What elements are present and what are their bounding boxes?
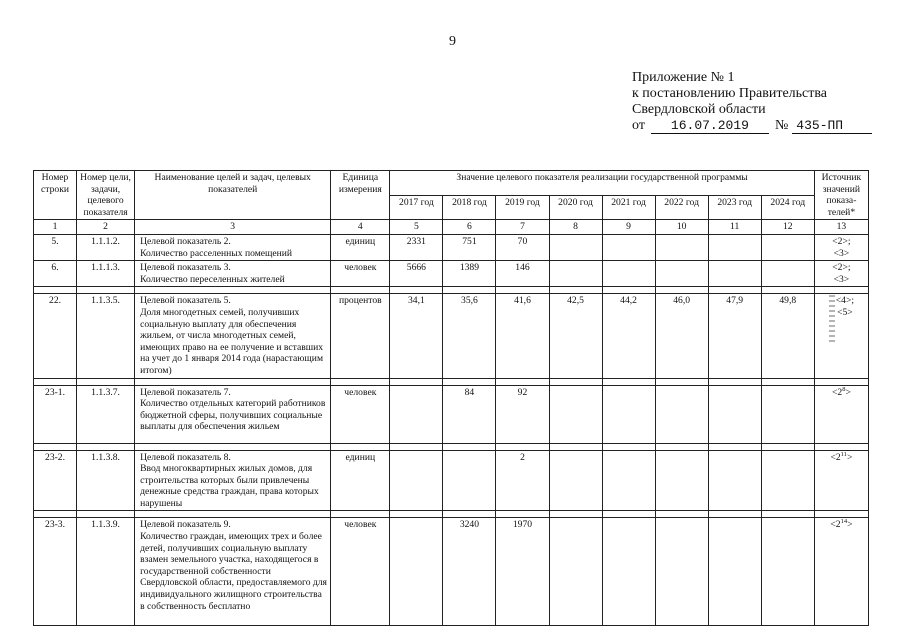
goal-number-cell: 1.1.3.7. <box>77 385 135 443</box>
value-cell <box>443 450 496 511</box>
separator-cell <box>77 443 135 450</box>
resolution-date: 16.07.2019 <box>651 119 769 134</box>
unit-cell: единиц <box>331 450 390 511</box>
source-refs <box>832 236 850 259</box>
appendix-date-line <box>632 118 872 134</box>
stamp-mark <box>829 295 835 343</box>
source-footnote: 11 <box>840 450 847 458</box>
separator-cell <box>34 378 77 385</box>
value-cell <box>655 385 708 443</box>
separator-cell <box>655 511 708 518</box>
separator-cell <box>602 511 655 518</box>
separator-cell <box>135 378 331 385</box>
column-number: 1 <box>34 220 77 235</box>
table-row <box>34 450 869 511</box>
indicator-description: Количество граждан, имеющих трех и более детей, получивших социальную выплату взамен земельного участка, находящегося в государственной собственности Свердловской области, предоставляемого для индивидуального жилищного строительства в собственность бесплатно <box>140 531 327 612</box>
source-cell <box>814 234 868 260</box>
row-number-cell: 23-3. <box>34 518 77 626</box>
value-cell <box>390 450 443 511</box>
source-cell <box>814 294 868 378</box>
value-cell: 3240 <box>443 518 496 626</box>
separator-cell <box>761 287 814 294</box>
separator-cell <box>77 378 135 385</box>
appendix-header <box>632 70 872 134</box>
separator-cell <box>331 511 390 518</box>
indicator-title: Целевой показатель 5. <box>140 295 231 307</box>
separator-cell <box>496 378 549 385</box>
row-number-cell: 6. <box>34 261 77 287</box>
indicator-title: Целевой показатель 8. <box>140 451 231 463</box>
value-cell: 44,2 <box>602 294 655 378</box>
separator-cell <box>655 287 708 294</box>
separator-cell <box>602 443 655 450</box>
header-source: Источник значений показа-телей* <box>814 171 868 220</box>
value-cell: 35,6 <box>443 294 496 378</box>
header-year: 2021 год <box>602 195 655 220</box>
row-separator <box>34 443 869 450</box>
goal-number-cell: 1.1.3.9. <box>77 518 135 626</box>
header-year: 2017 год <box>390 195 443 220</box>
goal-number-cell: 1.1.3.5. <box>77 294 135 378</box>
source-ref: <4>; <box>835 295 855 307</box>
separator-cell <box>549 378 602 385</box>
indicators-table <box>33 170 869 626</box>
separator-cell <box>390 287 443 294</box>
header-row-num: Номер строки <box>34 171 77 220</box>
separator-cell <box>390 511 443 518</box>
separator-cell <box>135 287 331 294</box>
source-footnote: 14 <box>840 518 848 526</box>
value-cell <box>602 385 655 443</box>
separator-cell <box>602 378 655 385</box>
column-number: 6 <box>443 220 496 235</box>
header-year: 2019 год <box>496 195 549 220</box>
value-cell <box>602 450 655 511</box>
source-cell <box>814 450 868 511</box>
separator-cell <box>708 511 761 518</box>
separator-cell <box>443 511 496 518</box>
row-separator <box>34 511 869 518</box>
column-number-row <box>34 220 869 235</box>
resolution-number: 435-ПП <box>792 119 872 134</box>
indicator-description: Ввод многоквартирных жилых домов, для строительства которых были привлечены денежные средства граждан, права которых нарушены <box>140 463 319 509</box>
value-cell <box>549 518 602 626</box>
value-cell: 84 <box>443 385 496 443</box>
row-number-cell: 22. <box>34 294 77 378</box>
source-ref: <3> <box>833 247 850 259</box>
value-cell: 5666 <box>390 261 443 287</box>
column-number: 5 <box>390 220 443 235</box>
value-cell <box>655 450 708 511</box>
goal-number-cell: 1.1.1.2. <box>77 234 135 260</box>
indicator-title: Целевой показатель 7. <box>140 386 231 398</box>
value-cell: 41,6 <box>496 294 549 378</box>
source-ref: <2 <box>831 386 843 398</box>
value-cell: 47,9 <box>708 294 761 378</box>
unit-cell: человек <box>331 261 390 287</box>
value-cell <box>602 518 655 626</box>
source-ref: <5> <box>837 306 853 318</box>
separator-cell <box>443 443 496 450</box>
column-number: 10 <box>655 220 708 235</box>
indicator-title: Целевой показатель 2. <box>140 235 231 247</box>
value-cell <box>655 261 708 287</box>
separator-cell <box>34 287 77 294</box>
value-cell <box>761 450 814 511</box>
separator-cell <box>496 287 549 294</box>
indicator-name-cell <box>135 518 331 626</box>
source-ref-end: > <box>847 519 853 531</box>
value-cell <box>708 261 761 287</box>
separator-cell <box>708 443 761 450</box>
source-ref: <2>; <box>832 262 851 274</box>
source-ref-end: > <box>845 386 851 398</box>
source-refs <box>836 295 854 318</box>
source-footnote: 8 <box>842 385 846 393</box>
value-cell <box>761 385 814 443</box>
column-number: 11 <box>708 220 761 235</box>
unit-cell: единиц <box>331 234 390 260</box>
separator-cell <box>390 443 443 450</box>
header-unit: Единица измерения <box>331 171 390 220</box>
value-cell: 1389 <box>443 261 496 287</box>
value-cell: 34,1 <box>390 294 443 378</box>
unit-cell: человек <box>331 385 390 443</box>
separator-cell <box>77 511 135 518</box>
value-cell: 46,0 <box>655 294 708 378</box>
value-cell <box>602 234 655 260</box>
header-values-group: Значение целевого показателя реализации государственной программы <box>390 171 814 196</box>
row-separator <box>34 287 869 294</box>
header-row-top <box>34 171 869 196</box>
separator-cell <box>331 378 390 385</box>
separator-cell <box>77 287 135 294</box>
indicator-description: Количество расселенных помещений <box>140 247 293 259</box>
separator-cell <box>331 443 390 450</box>
goal-number-cell: 1.1.3.8. <box>77 450 135 511</box>
header-year: 2024 год <box>761 195 814 220</box>
header-year: 2020 год <box>549 195 602 220</box>
header-name: Наименование целей и задач, целевых показателей <box>135 171 331 220</box>
separator-cell <box>135 511 331 518</box>
value-cell: 92 <box>496 385 549 443</box>
header-goal-num: Номер цели, задачи, целевого показателя <box>77 171 135 220</box>
value-cell <box>655 234 708 260</box>
table-row <box>34 294 869 378</box>
value-cell: 146 <box>496 261 549 287</box>
table-row <box>34 234 869 260</box>
separator-cell <box>708 378 761 385</box>
separator-cell <box>496 443 549 450</box>
source-ref: <3> <box>833 273 850 285</box>
row-number-cell: 23-2. <box>34 450 77 511</box>
indicator-name-cell <box>135 261 331 287</box>
separator-cell <box>708 287 761 294</box>
indicator-name-cell <box>135 385 331 443</box>
indicator-description: Количество переселенных жителей <box>140 273 285 285</box>
value-cell <box>390 385 443 443</box>
separator-cell <box>655 443 708 450</box>
separator-cell <box>549 443 602 450</box>
value-cell: 1970 <box>496 518 549 626</box>
unit-cell: человек <box>331 518 390 626</box>
column-number: 12 <box>761 220 814 235</box>
separator-cell <box>549 511 602 518</box>
goal-number-cell: 1.1.1.3. <box>77 261 135 287</box>
value-cell <box>761 261 814 287</box>
row-number-cell: 5. <box>34 234 77 260</box>
column-number: 9 <box>602 220 655 235</box>
value-cell <box>708 234 761 260</box>
header-year: 2023 год <box>708 195 761 220</box>
table-row <box>34 385 869 443</box>
value-cell <box>655 518 708 626</box>
source-refs <box>832 262 850 285</box>
value-cell <box>549 234 602 260</box>
table-row <box>34 518 869 626</box>
column-number: 7 <box>496 220 549 235</box>
source-cell <box>814 261 868 287</box>
value-cell: 2 <box>496 450 549 511</box>
column-number: 13 <box>814 220 868 235</box>
value-cell <box>549 261 602 287</box>
separator-cell <box>761 511 814 518</box>
value-cell: 42,5 <box>549 294 602 378</box>
separator-cell <box>602 287 655 294</box>
header-year: 2022 год <box>655 195 708 220</box>
unit-cell: процентов <box>331 294 390 378</box>
value-cell: 70 <box>496 234 549 260</box>
value-cell: 49,8 <box>761 294 814 378</box>
indicator-description: Количество отдельных категорий работников бюджетной сферы, получивших социальные выплаты для обеспечения жильем <box>140 398 326 433</box>
separator-cell <box>443 378 496 385</box>
appendix-region: Свердловской области <box>632 102 766 117</box>
table-row <box>34 261 869 287</box>
source-ref: <2>; <box>832 235 851 247</box>
separator-cell <box>814 378 868 385</box>
value-cell <box>390 518 443 626</box>
separator-cell <box>443 287 496 294</box>
value-cell <box>761 234 814 260</box>
column-number: 4 <box>331 220 390 235</box>
value-cell <box>708 450 761 511</box>
indicator-name-cell <box>135 234 331 260</box>
appendix-title: Приложение № 1 <box>632 70 735 85</box>
value-cell: 2331 <box>390 234 443 260</box>
column-number: 8 <box>549 220 602 235</box>
row-number-cell: 23-1. <box>34 385 77 443</box>
separator-cell <box>814 511 868 518</box>
number-label: № <box>774 118 789 133</box>
separator-cell <box>34 443 77 450</box>
page-number: 9 <box>449 34 456 49</box>
separator-cell <box>34 511 77 518</box>
indicator-name-cell <box>135 294 331 378</box>
separator-cell <box>761 378 814 385</box>
separator-cell <box>390 378 443 385</box>
separator-cell <box>331 287 390 294</box>
indicator-title: Целевой показатель 9. <box>140 519 231 531</box>
value-cell <box>708 518 761 626</box>
value-cell <box>549 450 602 511</box>
column-number: 2 <box>77 220 135 235</box>
header-year: 2018 год <box>443 195 496 220</box>
row-separator <box>34 378 869 385</box>
source-ref-end: > <box>846 451 853 463</box>
separator-cell <box>655 378 708 385</box>
column-number: 3 <box>135 220 331 235</box>
appendix-resolution: к постановлению Правительства <box>632 86 828 101</box>
value-cell <box>549 385 602 443</box>
value-cell: 751 <box>443 234 496 260</box>
separator-cell <box>135 443 331 450</box>
value-cell <box>708 385 761 443</box>
separator-cell <box>496 511 549 518</box>
indicator-description: Доля многодетных семей, получивших социальную выплату для обеспечения жильем, от числа многодетных семей, имеющих право на ее получение и вставших на учет до 1 января 2014 года (нарастающим итогом) <box>140 306 324 376</box>
indicator-name-cell <box>135 450 331 511</box>
separator-cell <box>814 443 868 450</box>
separator-cell <box>814 287 868 294</box>
source-ref: <2 <box>830 519 841 531</box>
separator-cell <box>549 287 602 294</box>
source-cell <box>814 518 868 626</box>
separator-cell <box>761 443 814 450</box>
indicator-title: Целевой показатель 3. <box>140 262 231 274</box>
from-label: от <box>632 118 645 133</box>
value-cell <box>761 518 814 626</box>
source-cell <box>814 385 868 443</box>
value-cell <box>602 261 655 287</box>
source-ref: <2 <box>830 451 841 463</box>
